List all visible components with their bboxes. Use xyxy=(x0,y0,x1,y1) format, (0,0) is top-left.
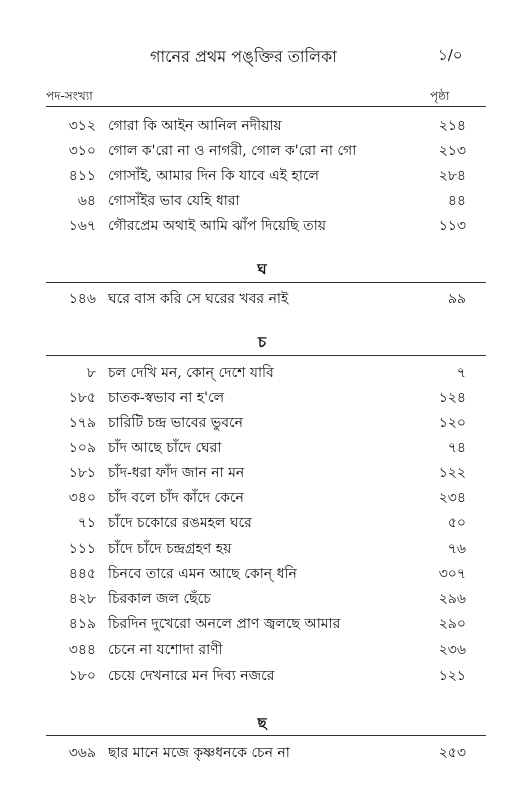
page-ref: ৫০ xyxy=(447,515,466,531)
page-ref: ৭৬ xyxy=(447,541,466,557)
page-ref: ৩০৭ xyxy=(438,566,466,582)
list-item xyxy=(0,664,524,688)
song-number: ১৮০ xyxy=(68,668,96,684)
column-header-page: পৃষ্ঠা xyxy=(430,89,450,103)
first-line: চাঁদ বলে চাঁদ কাঁদে কেনে xyxy=(108,490,244,506)
first-line: চাতক-স্বভাব না হ'লে xyxy=(108,390,225,406)
page-ref: ৪৪ xyxy=(447,193,466,209)
section-letter: ছ xyxy=(257,714,267,732)
list-item xyxy=(0,461,524,485)
list-item xyxy=(0,164,524,188)
song-number: ৪১১ xyxy=(68,168,96,184)
page-ref: ৭ xyxy=(456,365,466,381)
list-item xyxy=(0,436,524,460)
list-item xyxy=(0,214,524,238)
first-line: চেনে না যশোদা রাণী xyxy=(108,642,223,658)
song-number: ৩৬৯ xyxy=(68,745,96,761)
header-divider xyxy=(46,106,486,107)
song-number: ৪২৮ xyxy=(68,591,96,607)
page-ref: ৭৪ xyxy=(447,440,466,456)
list-item xyxy=(0,114,524,138)
list-item xyxy=(0,638,524,662)
section-letter: চ xyxy=(257,333,267,351)
first-line: ঘরে বাস করি সে ঘরের খবর নাই xyxy=(108,291,289,307)
list-item xyxy=(0,139,524,163)
first-line: চাঁদে চকোরে রঙমহল ঘরে xyxy=(108,515,252,531)
list-item xyxy=(0,189,524,213)
page-ref: ১১৩ xyxy=(438,218,466,234)
page-ref: ১২২ xyxy=(438,465,466,481)
first-line: গৌরপ্রেম অথাই আমি ঝাঁপ দিয়েছি তায় xyxy=(108,218,326,234)
section-divider xyxy=(46,282,486,283)
first-line: চেয়ে দেখনারে মন দিব্য নজরে xyxy=(108,668,275,684)
page-ref: ৯৯ xyxy=(447,291,466,307)
song-number: ৩১২ xyxy=(68,118,96,134)
song-number: ৭১ xyxy=(77,515,96,531)
song-number: ১৭৯ xyxy=(68,415,96,431)
first-line: চারিটি চন্দ্র ভাবের ভুবনে xyxy=(108,415,243,431)
list-item xyxy=(0,361,524,385)
first-line: গোসাঁই, আমার দিন কি যাবে এই হালে xyxy=(108,168,319,184)
first-line: গোল ক'রো না ও নাগরী, গোল ক'রো না গো xyxy=(108,143,357,159)
page-ref: ২৫৩ xyxy=(438,745,466,761)
list-item xyxy=(0,411,524,435)
list-item xyxy=(0,511,524,535)
song-number: ১১১ xyxy=(68,541,96,557)
first-line: ছার মানে মজে কৃষ্ণধনকে চেন না xyxy=(108,745,290,761)
song-number: ৩৪০ xyxy=(68,490,96,506)
first-line: গোরা কি আইন আনিল নদীয়ায় xyxy=(108,118,282,134)
first-line: চিনবে তারে এমন আছে কোন্ ধনি xyxy=(108,566,297,582)
song-number: ৩৪৪ xyxy=(68,642,96,658)
first-line: চল দেখি মন, কোন্ দেশে যাবি xyxy=(108,365,274,381)
first-line: চিরদিন দুখেরো অনলে প্রাণ জ্বলছে আমার xyxy=(108,616,341,632)
page-ref: ২৯৬ xyxy=(438,591,466,607)
list-item xyxy=(0,537,524,561)
song-number: ১০৯ xyxy=(68,440,96,456)
song-number: ১৮১ xyxy=(68,465,96,481)
song-number: ৬৪ xyxy=(77,193,96,209)
list-item xyxy=(0,587,524,611)
song-number: ১৪৬ xyxy=(68,291,96,307)
list-item xyxy=(0,386,524,410)
page-ref: ২১৪ xyxy=(438,118,466,134)
list-item xyxy=(0,486,524,510)
song-number: ১৬৭ xyxy=(68,218,96,234)
song-number: ৮ xyxy=(86,365,96,381)
page-ref: ২৯০ xyxy=(438,616,466,632)
section-letter: ঘ xyxy=(257,260,267,278)
list-item xyxy=(0,287,524,311)
column-header-song-number: পদ-সংখ্যা xyxy=(46,89,93,103)
first-line: চিরকাল জল ছেঁচে xyxy=(108,591,211,607)
first-line: গোসাঁইর ভাব যেহি ধারা xyxy=(108,193,240,209)
first-line: চাঁদ আছে চাঁদে ঘেরা xyxy=(108,440,222,456)
song-number: ৪১৯ xyxy=(68,616,96,632)
song-number: ৪৪৫ xyxy=(68,566,96,582)
page-title: গানের প্রথম পঙ্‌ক্তির তালিকা xyxy=(150,47,337,66)
song-number: ১৮৫ xyxy=(68,390,96,406)
page-ref: ১২১ xyxy=(438,668,466,684)
section-divider xyxy=(46,355,486,356)
page-ref: ২৩৪ xyxy=(438,490,466,506)
page-ref: ২১৩ xyxy=(438,143,466,159)
page-ref: ২৩৬ xyxy=(438,642,466,658)
list-item xyxy=(0,741,524,765)
list-item xyxy=(0,562,524,586)
section-divider xyxy=(46,735,486,736)
first-line: চাঁদ-ধরা ফাঁদ জান না মন xyxy=(108,465,245,481)
first-line: চাঁদে চাঁদে চন্দ্রগ্রহণ হয় xyxy=(108,541,232,557)
list-item xyxy=(0,612,524,636)
page-number: ১/০ xyxy=(438,46,463,64)
song-number: ৩১০ xyxy=(68,143,96,159)
page-ref: ২৮৪ xyxy=(438,168,466,184)
page-ref: ১২৪ xyxy=(438,390,466,406)
page-ref: ১২০ xyxy=(438,415,466,431)
